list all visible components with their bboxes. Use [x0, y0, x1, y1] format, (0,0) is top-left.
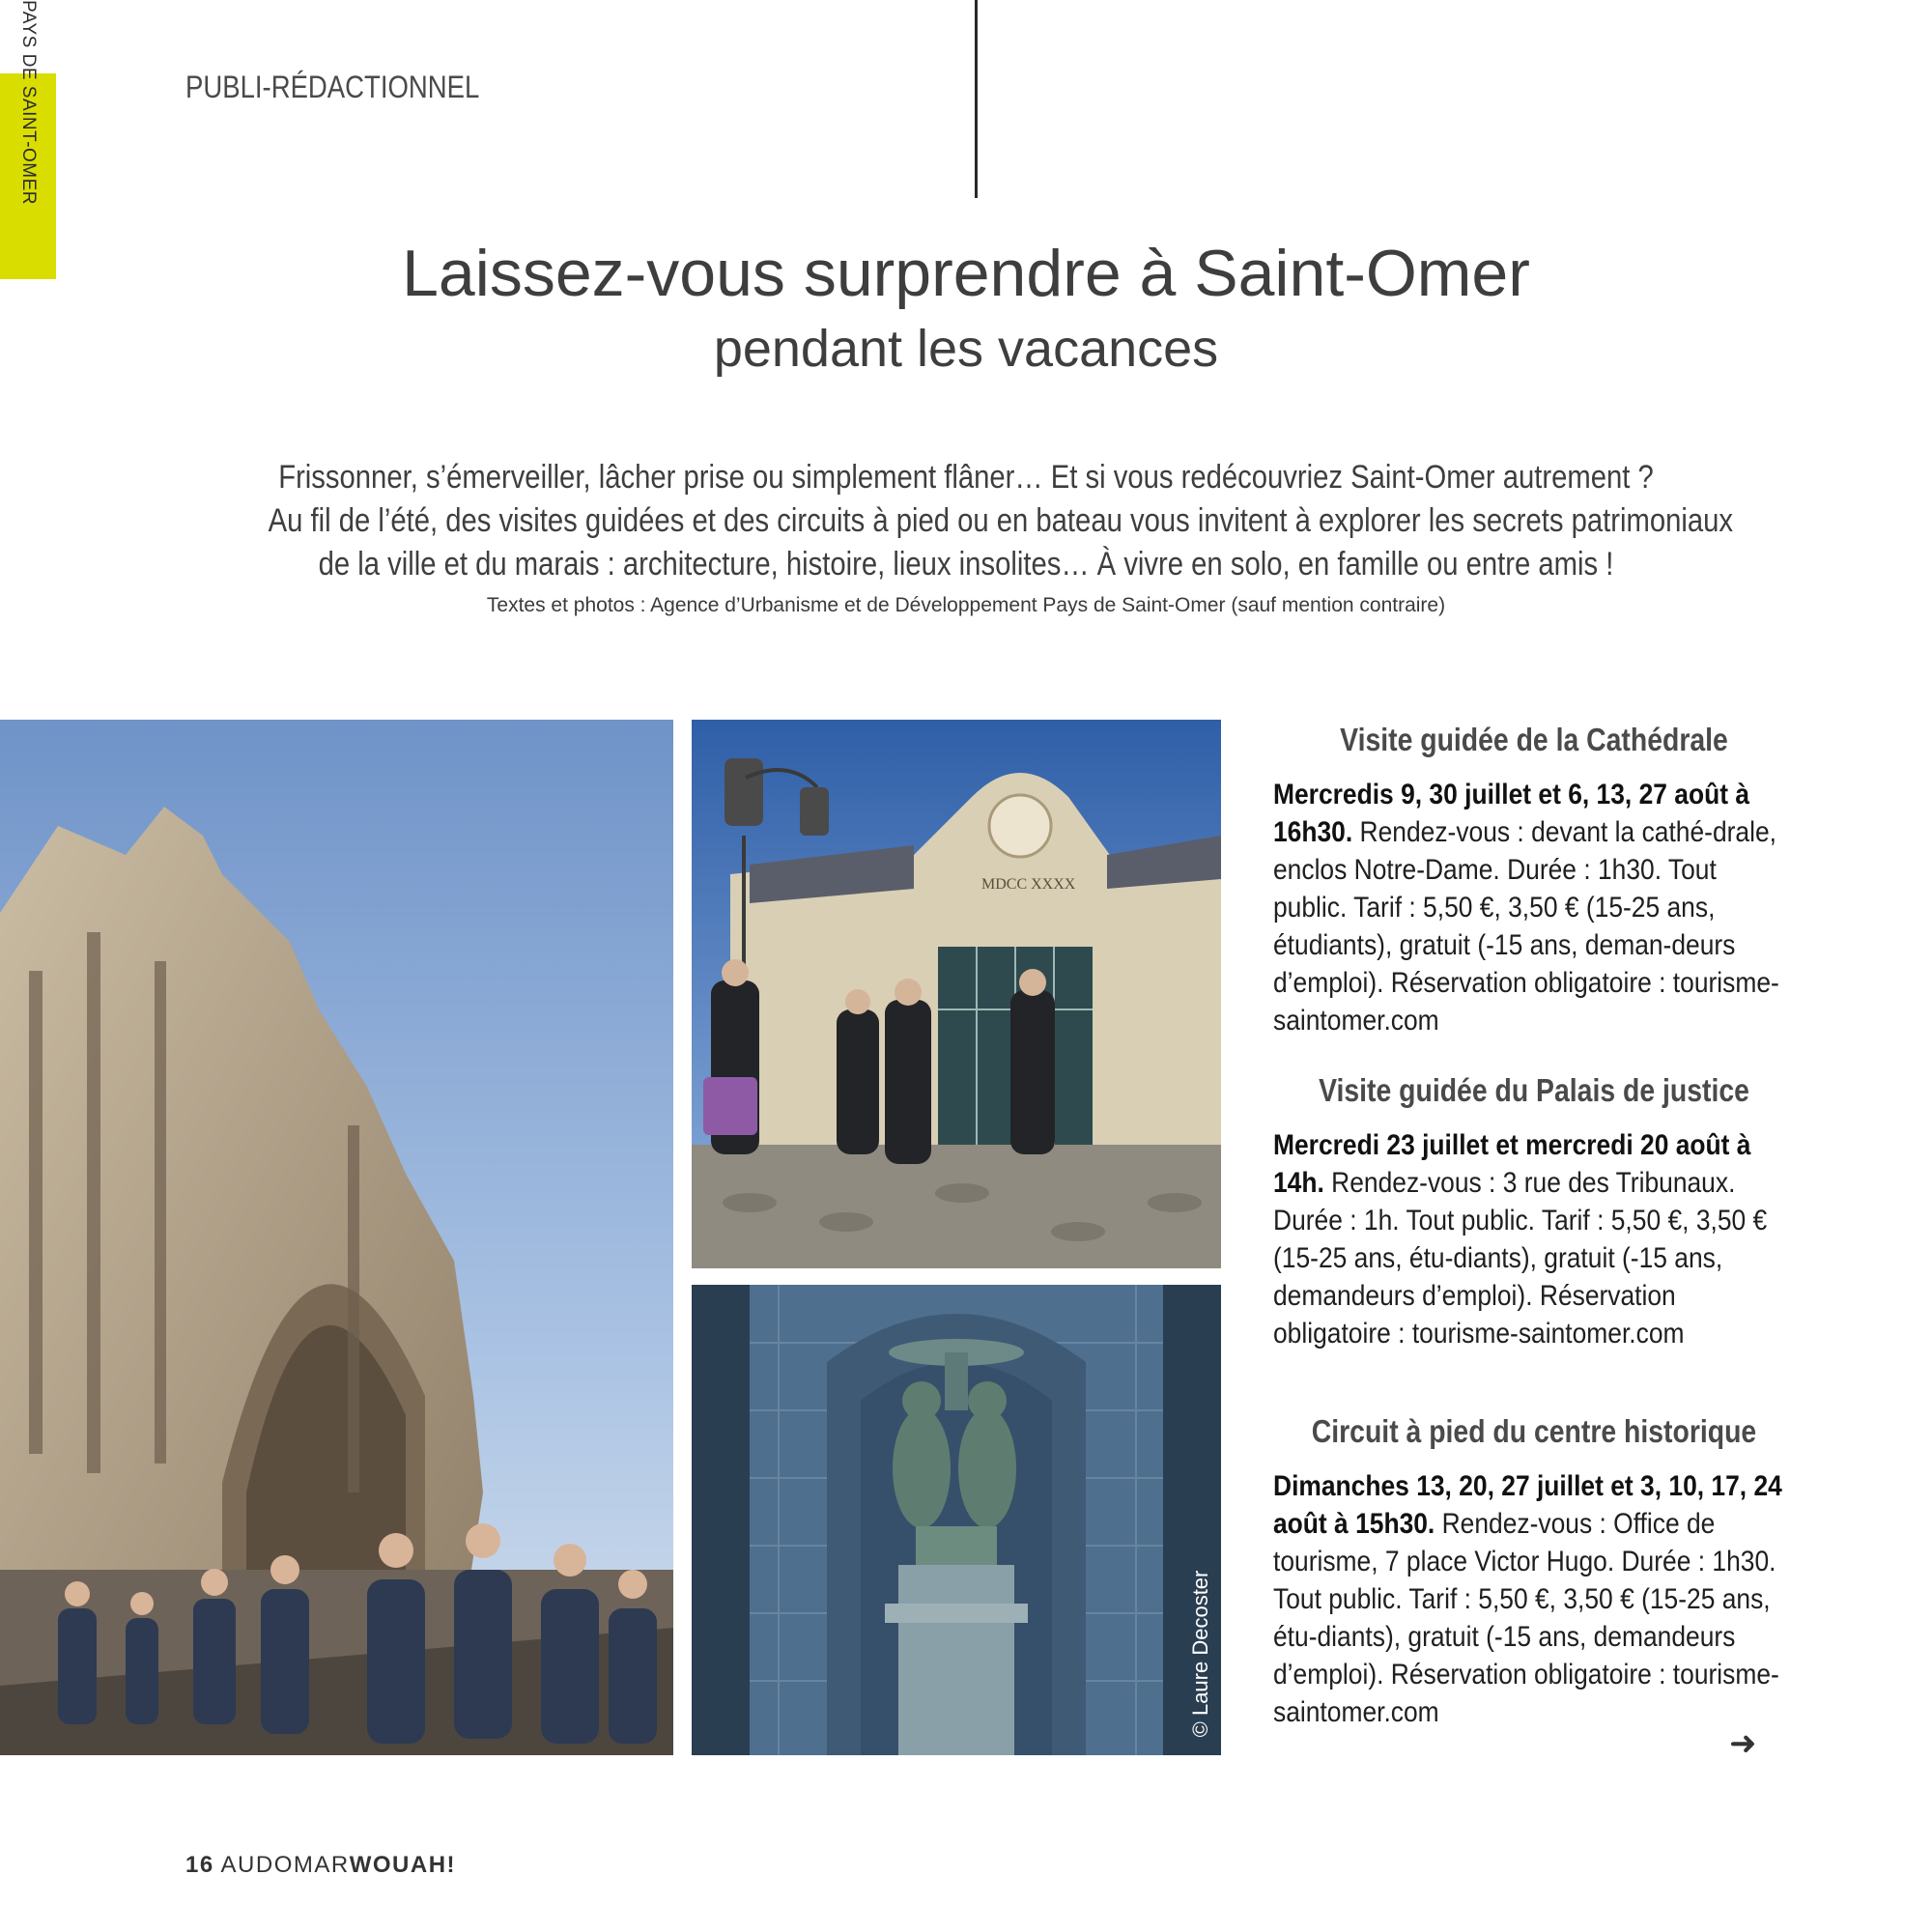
event-details: Rendez-vous : Office de tourisme, 7 place Victor Hugo. Durée : 1h30. Tout public. Tarif : 5,50 €, 3,50 € (15-25 ans, étu-diants), gratuit (-15 ans, demandeurs d’emploi). Réservation obligatoire : tourisme-saintomer.com — [1273, 1508, 1779, 1728]
page-footer — [185, 1852, 456, 1879]
event-title: Circuit à pied du centre historique — [1311, 1413, 1757, 1449]
magazine-name-bold: WOUAH! — [349, 1852, 457, 1878]
fountain-image — [692, 1285, 1221, 1755]
article-intro — [155, 456, 1777, 586]
article-title: Laissez-vous surprendre à Saint-Omer — [402, 237, 1530, 310]
rubric-label: PUBLI-RÉDACTIONNEL — [185, 70, 480, 104]
cathedral-image — [0, 720, 673, 1755]
header-divider — [975, 0, 978, 198]
event-circuit-centre — [1273, 1413, 1795, 1731]
intro-line: Au fil de l’été, des visites guidées et des circuits à pied ou en bateau vous invitent à explorer les secrets patrimoniaux — [268, 502, 1734, 539]
event-dates: Mercredis 9, 30 juillet et 6, 13, 27 août à 16h30. — [1273, 779, 1750, 848]
article-subtitle: pendant les vacances — [713, 320, 1219, 378]
event-dates: Dimanches 13, 20, 27 juillet et 3, 10, 17, 24 août à 15h30. — [1273, 1470, 1782, 1540]
next-page-arrow-icon: ➜ — [1729, 1725, 1757, 1762]
magazine-name-light: AUDOMAR — [220, 1852, 350, 1878]
photo-credit: © Laure Decoster — [1188, 1570, 1212, 1738]
event-body — [1273, 776, 1792, 1039]
svg-text:MDCC XXXX: MDCC XXXX — [981, 876, 1076, 893]
cathedral-photo — [0, 720, 673, 1755]
event-body — [1273, 1126, 1792, 1352]
page-number: 16 — [185, 1852, 214, 1878]
event-dates: Mercredi 23 juillet et mercredi 20 août à 14h. — [1273, 1129, 1751, 1199]
event-body — [1273, 1467, 1792, 1731]
event-details: Rendez-vous : 3 rue des Tribunaux. Durée : 1h. Tout public. Tarif : 5,50 €, 3,50 € (15-25 ans, étu-diants), gratuit (-15 ans, demandeurs d’emploi). Réservation obligatoire : tourisme-saintomer.com — [1273, 1167, 1768, 1350]
intro-line: Frissonner, s’émerveiller, lâcher prise ou simplement flâner… Et si vous redécouvriez Saint-Omer autrement ? — [278, 459, 1654, 496]
event-title: Visite guidée de la Cathédrale — [1340, 722, 1728, 757]
event-details: Rendez-vous : devant la cathé-drale, enclos Notre-Dame. Durée : 1h30. Tout public. Tarif : 5,50 €, 3,50 € (15-25 ans, étudiants), gratuit (-15 ans, deman-deurs d’emploi). Réservation obligatoire : tourisme-saintomer.com — [1273, 816, 1779, 1037]
event-palais-justice — [1273, 1072, 1795, 1352]
article-credit: Textes et photos : Agence d’Urbanisme et de Développement Pays de Saint-Omer (sauf mention contraire) — [486, 594, 1446, 616]
intro-line: de la ville et du marais : architecture, histoire, lieux insolites… À vivre en solo, en famille ou entre amis ! — [318, 546, 1614, 582]
palais-photo — [692, 720, 1221, 1268]
side-tab-label: PAYS DE SAINT-OMER — [18, 0, 39, 206]
event-title: Visite guidée du Palais de justice — [1319, 1072, 1749, 1108]
fountain-photo — [692, 1285, 1221, 1755]
event-cathedrale — [1273, 722, 1795, 1039]
palais-image — [692, 720, 1221, 1268]
